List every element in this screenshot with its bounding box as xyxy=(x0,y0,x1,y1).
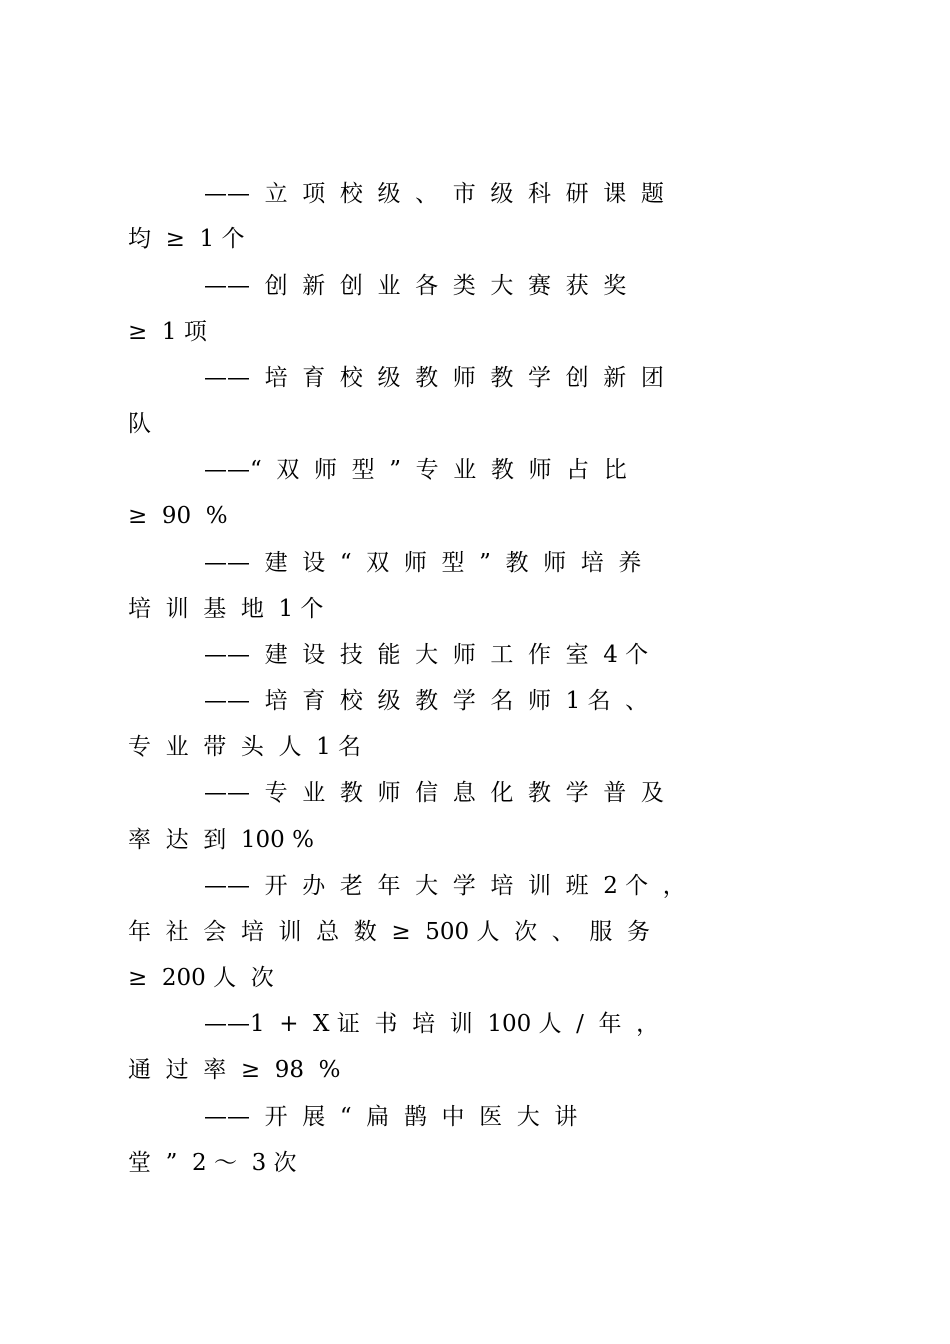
text-line: —— 专 业 教 师 信 息 化 教 学 普 及 xyxy=(204,780,664,806)
text-line: —— 立 项 校 级 、 市 级 科 研 课 题 xyxy=(204,181,664,207)
text-line: —— 开 办 老 年 大 学 培 训 班 2 个 ， xyxy=(204,873,686,899)
text-line: 年 社 会 培 训 总 数 ≥ 500 人 次 、 服 务 xyxy=(128,919,650,945)
text-line: —— 建 设 技 能 大 师 工 作 室 4 个 xyxy=(204,642,649,668)
text-line: 堂 ” 2 ～ 3 次 xyxy=(128,1150,297,1176)
text-line: —— 创 新 创 业 各 类 大 赛 获 奖 xyxy=(204,273,627,299)
text-line: 队 xyxy=(128,411,151,437)
text-line: ——“ 双 师 型 ” 专 业 教 师 占 比 xyxy=(204,457,627,483)
text-line: —— 建 设 “ 双 师 型 ” 教 师 培 养 xyxy=(204,550,642,576)
text-line: 均 ≥ 1 个 xyxy=(128,226,245,252)
text-line: —— 开 展 “ 扁 鹊 中 医 大 讲 xyxy=(204,1104,578,1130)
text-line: 培 训 基 地 1 个 xyxy=(128,596,324,622)
text-line: ≥ 200 人 次 xyxy=(128,965,274,991)
text-line: ≥ 90 % xyxy=(128,503,228,529)
text-line: 通 过 率 ≥ 98 % xyxy=(128,1057,341,1083)
text-line: 专 业 带 头 人 1 名 xyxy=(128,734,362,760)
text-line: —— 培 育 校 级 教 学 名 师 1 名 、 xyxy=(204,688,649,714)
text-line: ——1 + X 证 书 培 训 100 人 / 年 ， xyxy=(204,1011,660,1037)
text-line: ≥ 1 项 xyxy=(128,319,207,345)
text-line: —— 培 育 校 级 教 师 教 学 创 新 团 xyxy=(204,365,664,391)
text-line: 率 达 到 100 % xyxy=(128,827,314,853)
